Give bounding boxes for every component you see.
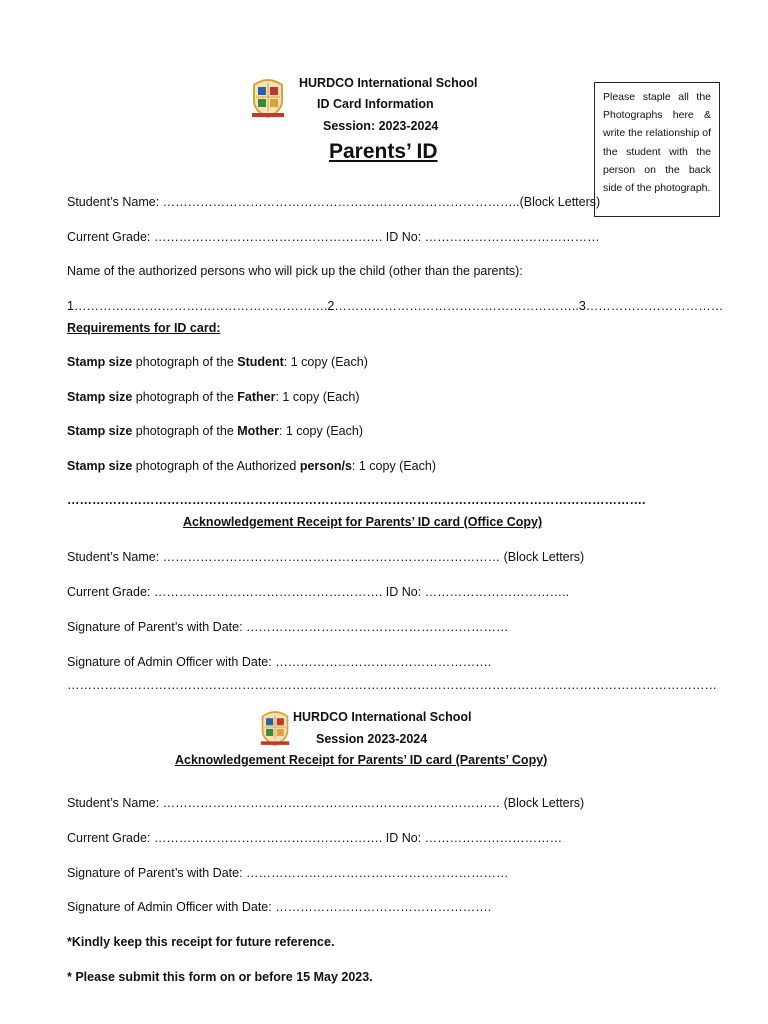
authorized-persons-label: Name of the authorized persons who will pick up the child (other than the parents): [67,264,523,278]
submit-deadline-note: * Please submit this form on or before 15 May 2023. [67,970,373,984]
parents-copy-heading: Acknowledgement Receipt for Parents’ ID card (Parents’ Copy) [175,753,548,767]
cut-line-divider: …………………………………………………………………………………………………………………………. [67,493,646,507]
id-card-info-title: ID Card Information [317,97,434,111]
session-label-lower: Session 2023-2024 [316,732,428,746]
authorized-persons-fields[interactable]: 1…………………………………………………….2…………………………………………………..3…………………………… [67,299,724,313]
requirement-item: Stamp size photograph of the Student: 1 copy (Each) [67,355,368,369]
requirement-item: Stamp size photograph of the Mother: 1 copy (Each) [67,424,364,438]
requirement-item: Stamp size photograph of the Authorized person/s: 1 copy (Each) [67,459,436,473]
office-student-name-field[interactable]: Student’s Name: ……………………………………………………………………… (Block Letters) [67,550,585,564]
photo-staple-note: Please staple all the Photographs here & write the relationship of the student with the person on the back side of the photograph. [594,82,720,217]
office-copy-heading: Acknowledgement Receipt for Parents’ ID card (Office Copy) [183,515,543,529]
office-parent-signature-field[interactable]: Signature of Parent’s with Date: ……………………………………………………… [67,620,509,634]
school-name: HURDCO International School [299,76,478,90]
cut-line-divider: ………………………………………………………………………………………………………………………………………… [67,678,717,692]
office-grade-id-field[interactable]: Current Grade: ………………………………………………. ID No: …………………………….. [67,585,570,599]
parents-parent-signature-field[interactable]: Signature of Parent’s with Date: ……………………………………………………… [67,866,509,880]
office-admin-signature-field[interactable]: Signature of Admin Officer with Date: ……………………………………………. [67,655,492,669]
page-title: Parents’ ID [329,140,438,163]
parents-student-name-field[interactable]: Student’s Name: ……………………………………………………………………… (Block Letters) [67,796,585,810]
school-name-lower: HURDCO International School [293,710,472,724]
grade-id-field[interactable]: Current Grade: ………………………………………………. ID No: …………………………………… [67,230,600,244]
requirements-heading: Requirements for ID card: [67,321,221,335]
parents-admin-signature-field[interactable]: Signature of Admin Officer with Date: ……………………………………………. [67,900,492,914]
student-name-field[interactable]: Student’s Name: …………………………………………………………………………..(Block Letters) [67,195,601,209]
requirement-item: Stamp size photograph of the Father: 1 copy (Each) [67,390,360,404]
parents-grade-id-field[interactable]: Current Grade: ………………………………………………. ID No: …………………………… [67,831,563,845]
school-logo-icon [250,77,286,119]
session-label: Session: 2023-2024 [323,119,439,133]
school-logo-icon [259,709,291,747]
keep-receipt-note: *Kindly keep this receipt for future reference. [67,935,335,949]
